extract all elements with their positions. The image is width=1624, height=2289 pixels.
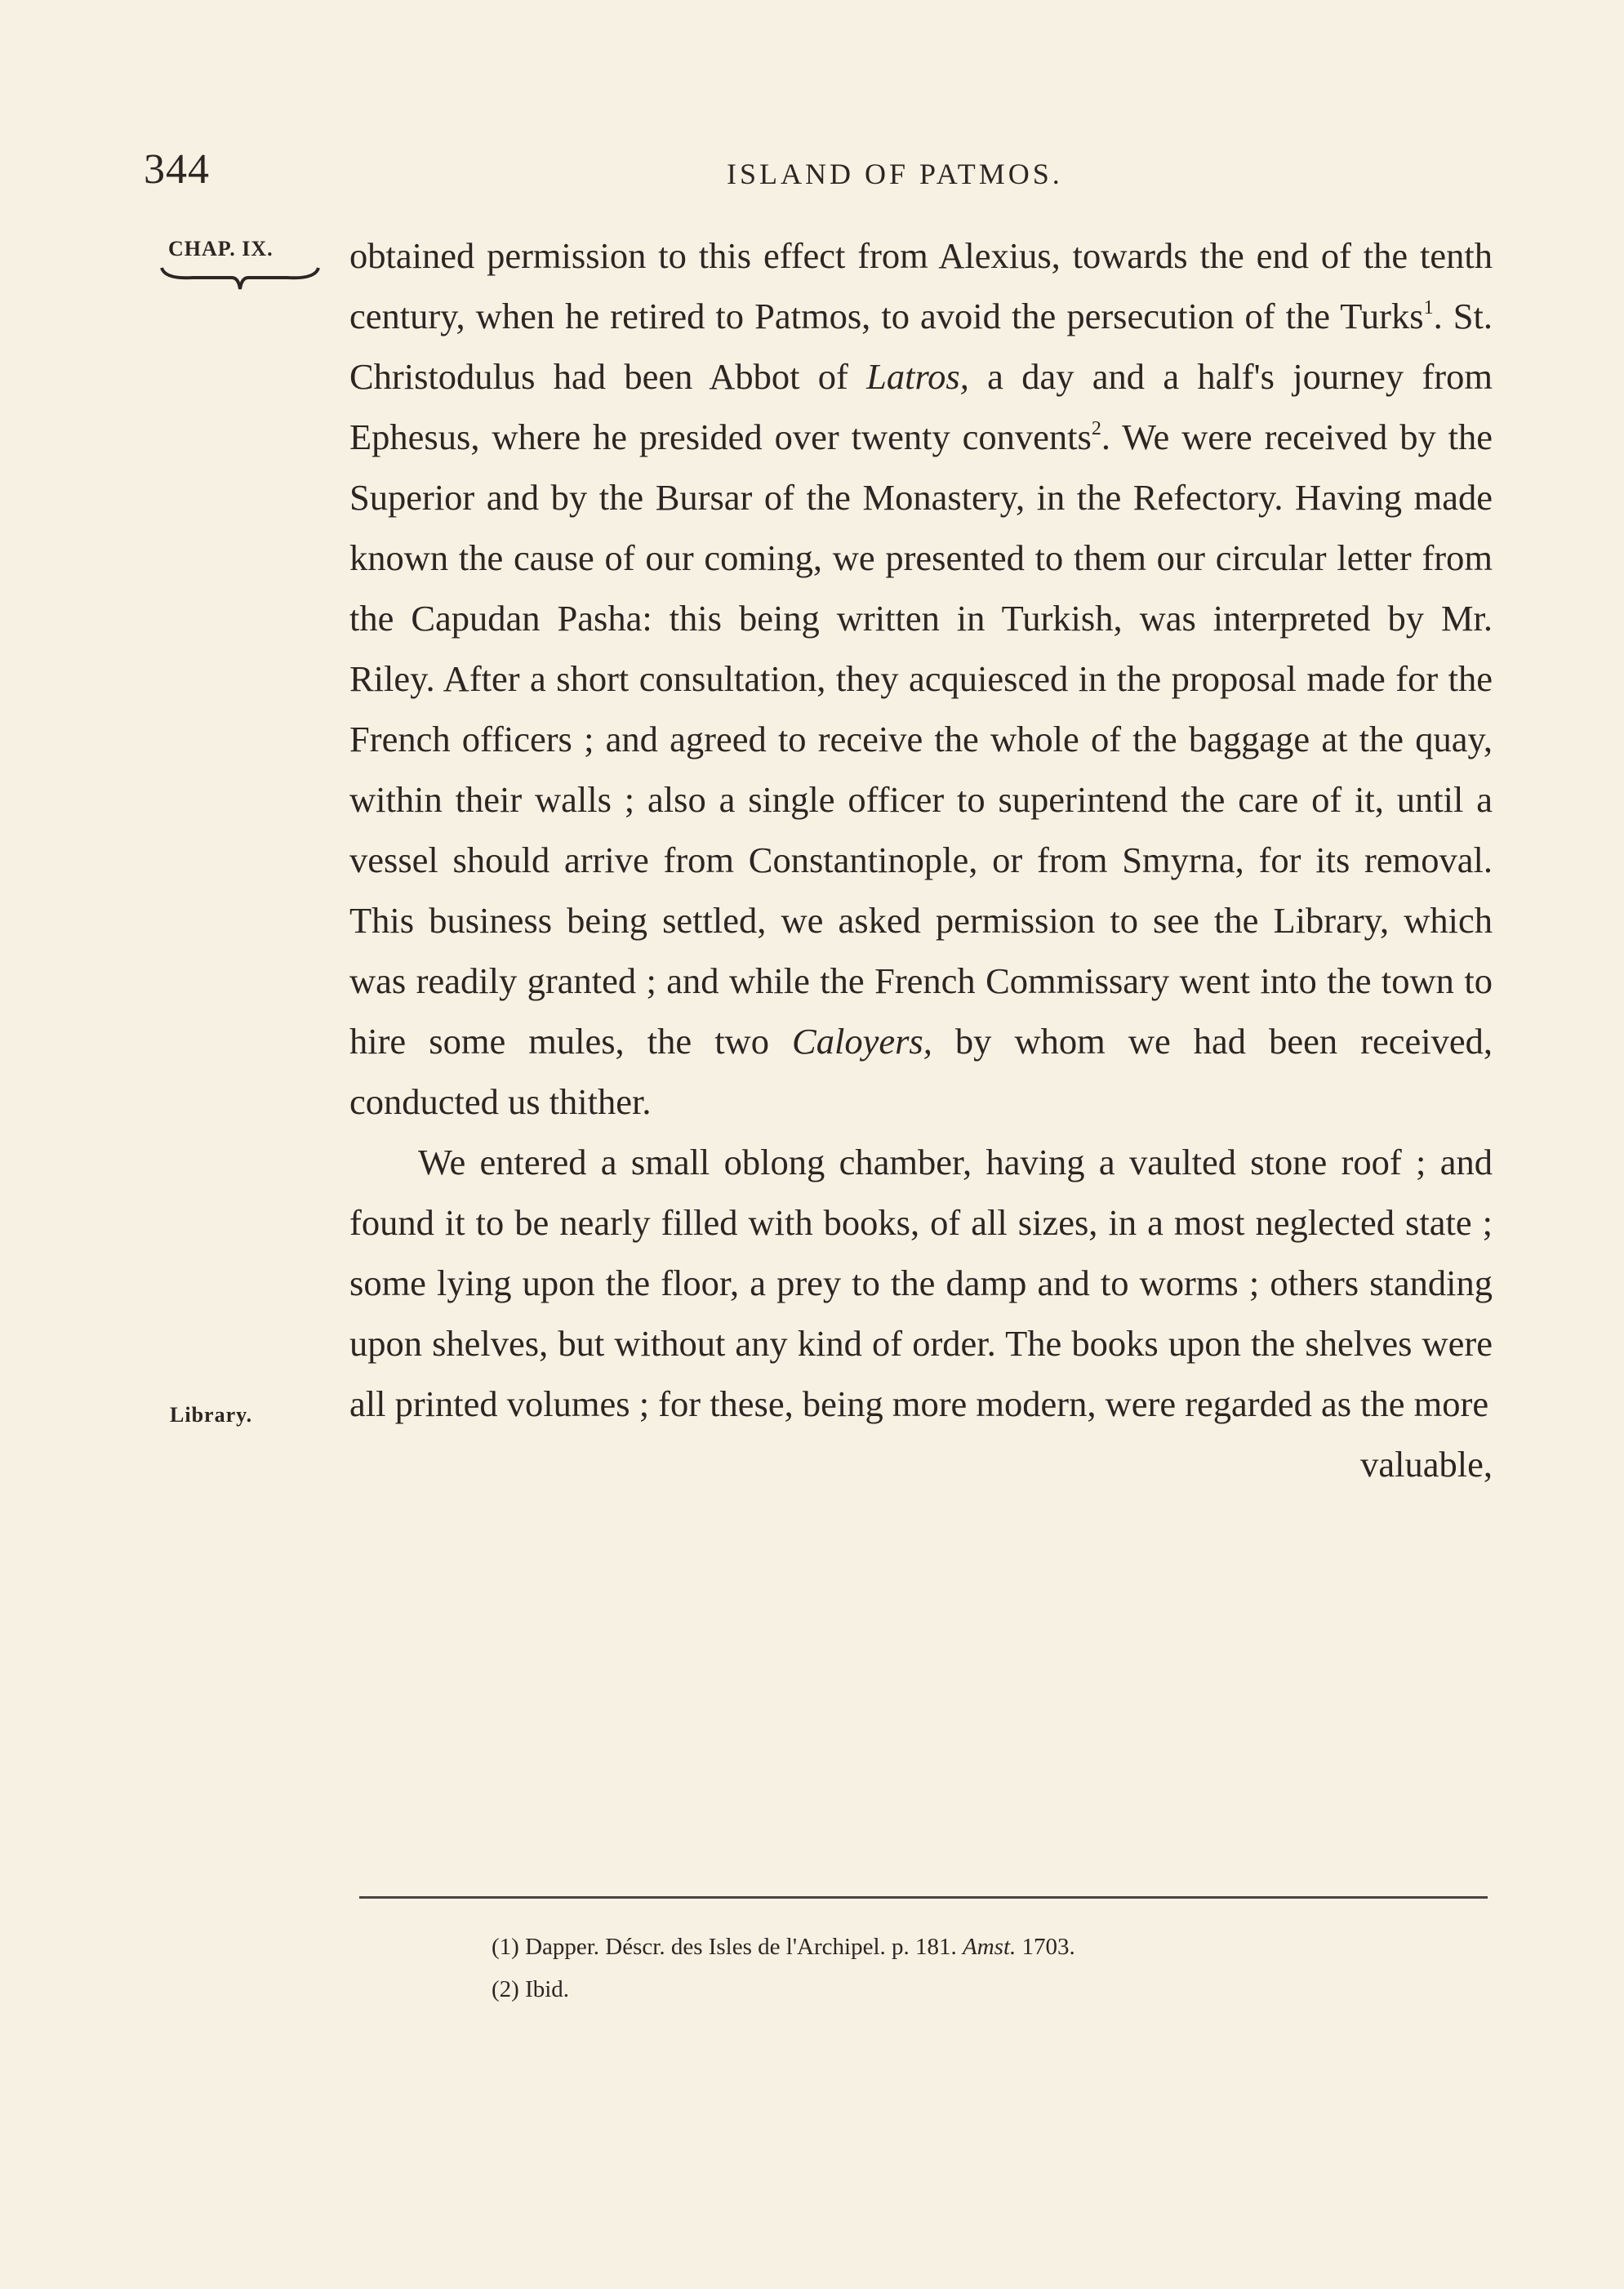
para1-text-4: . We were received by the Superior and by the Bursar of the Monastery, in the Refectory. Having made known the cause of our coming, we presented to them our circular letter from the Capudan Pasha: this being written in Turkish, was interpreted by Mr. Riley. After a short consultation, they acquiesced in the proposal made for the French officers ; and agreed to receive the whole of the baggage at the quay, within their walls ; also a single officer to superintend the care of it, until a vessel should arrive from Constantinople, or from Smyrna, for its removal. This business being settled, we asked permission to see the Library, which was readily granted ; and while the French Commissary went into the town to hire some mules, the two	[349, 416, 1493, 1062]
body-text	[349, 225, 1493, 1494]
footnotes	[492, 1926, 1075, 2011]
footnote-1-year: 1703.	[1016, 1934, 1075, 1960]
footnote-rule	[359, 1896, 1488, 1899]
footnote-1-text: (1) Dapper. Déscr. des Isles de l'Archipel. p. 181.	[492, 1934, 963, 1960]
running-title: ISLAND OF PATMOS.	[727, 158, 1063, 190]
paragraph-1	[349, 225, 1493, 1132]
page-number: 344	[144, 146, 210, 193]
paragraph-2: We entered a small oblong chamber, having a vaulted stone roof ; and found it to be nearly filled with books, of all sizes, in a most neglected state ; some lying upon the floor, a prey to the damp and to worms ; others standing upon shelves, but without any kind of order. The books upon the shelves were all printed volumes ; for these, being more modern, were regarded as the more	[349, 1142, 1493, 1424]
chapter-brace	[160, 261, 320, 292]
para1-text-5: by whom we had been received, conducted us thither.	[349, 1021, 1493, 1122]
para1-text-1: obtained permission to this effect from Alexius, towards the end of the tenth century, when he retired to Patmos, to avoid the persecution of the Turks	[349, 235, 1493, 336]
para1-text-2: . St. Christodulus had been Abbot of	[349, 296, 1493, 397]
italic-latros: Latros,	[866, 356, 969, 397]
footnote-ref-1: 1	[1423, 297, 1434, 318]
footnote-1-italic: Amst.	[963, 1934, 1017, 1960]
footnote-ref-2: 2	[1091, 418, 1101, 439]
margin-note-library: Library.	[170, 1403, 253, 1427]
catchword: valuable,	[1360, 1444, 1493, 1485]
footnote-1	[492, 1926, 1075, 1968]
margin-note-chapter: CHAP. IX.	[168, 237, 274, 261]
para1-text-3: a day and a half's journey from Ephesus, where he presided over twenty convents	[349, 356, 1493, 457]
italic-caloyers: Caloyers,	[792, 1021, 932, 1062]
footnote-2: (2) Ibid.	[492, 1976, 570, 2002]
